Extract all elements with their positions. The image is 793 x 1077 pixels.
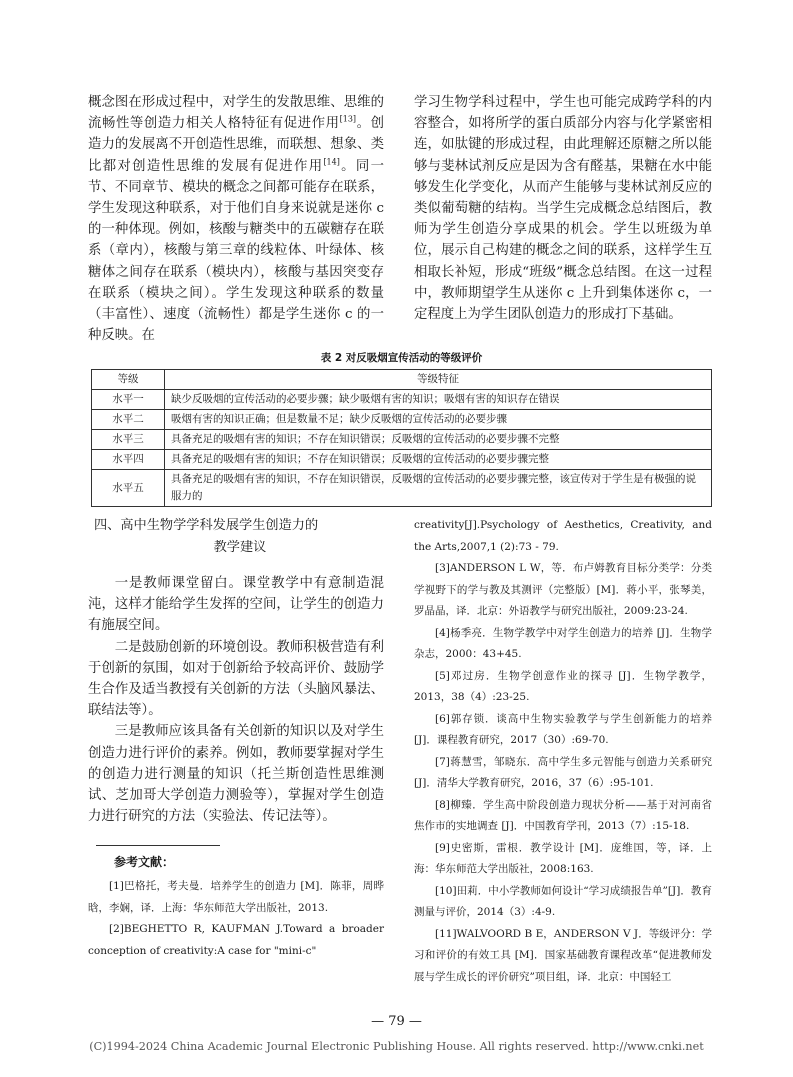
reference-item: [9]史密斯，雷根．教学设计 [M]．庞维国，等，译．上海：华东师范大学出版社，2008:163. [414, 841, 712, 875]
page-number: — 79 — [371, 1014, 422, 1029]
section-title-line2: 教学建议 [213, 540, 267, 555]
reference-item-continued: creativity[J].Psychology of Aesthetics, Creativity, and the Arts,2007,1 (2):73 - 79. [414, 519, 712, 553]
section-title: 四、高中生物学学科发展学生创造力的 [94, 518, 319, 533]
body-paragraph: 一是教师课堂留白。课堂教学中有意制造混沌，这样才能给学生发挥的空间，让学生的创造力有施展空间。 [88, 576, 384, 634]
references-title: 参考文献： [114, 855, 175, 870]
feature-cell: 具备充足的吸烟有害的知识；不存在知识错误；反吸烟的宣传活动的必要步骤完整 [165, 450, 712, 470]
table-caption: 表 2 对反吸烟宣传活动的等级评价 [320, 352, 483, 364]
table-row [92, 430, 712, 450]
references-divider [96, 845, 220, 846]
copyright-footer: (C)1994-2024 China Academic Journal Electronic Publishing House. All rights reserved. http://www.cnki.net [89, 1040, 704, 1053]
table-header-level: 等级 [92, 370, 165, 390]
table-header-feature: 等级特征 [165, 370, 712, 390]
citation: [14] [323, 157, 340, 167]
table-row [92, 410, 712, 430]
right-column-bottom [414, 515, 712, 988]
evaluation-table-block [91, 350, 712, 507]
evaluation-table [91, 369, 712, 507]
feature-cell: 具备充足的吸烟有害的知识，不存在知识错误，反吸烟的宣传活动的必要步骤完整，该宣传对于学生是有极强的说服力的 [165, 470, 712, 507]
table-row [92, 450, 712, 470]
reference-item: [4]杨季亮．生物学教学中对学生创造力的培养 [J]．生物学杂志，2000：43+45. [414, 626, 712, 660]
reference-item: [5]邓过房．生物学创意作业的探寻 [J]．生物学教学，2013，38（4）:23-25. [414, 669, 712, 703]
reference-item: [7]蒋慧雪，邹晓东．高中学生多元智能与创造力关系研究 [J]．清华大学教育研究，2016，37（6）:95-101. [414, 755, 712, 789]
reference-item: [8]柳臻．学生高中阶段创造力现状分析——基于对河南省焦作市的实地调查 [J]．中国教育学刊，2013（7）:15-18. [414, 798, 712, 832]
table-row [92, 470, 712, 507]
feature-cell: 缺少反吸烟的宣传活动的必要步骤；缺少吸烟有害的知识；吸烟有害的知识存在错误 [165, 390, 712, 410]
reference-item: [11]WALVOORD B E，ANDERSON V J．等级评分：学习和评价的有效工具 [M]．国家基础教育课程改革“促进教师发展与学生成长的评价研究”项目组，译．北京：中国轻工 [414, 927, 712, 983]
table-row [92, 390, 712, 410]
reference-item: [2]BEGHETTO R, KAUFMAN J.Toward a broader conception of creativity:A case for "mini-c" [88, 923, 384, 957]
body-paragraph: 二是鼓励创新的环境创设。教师积极营造有利于创新的氛围，如对于创新给予较高评价、鼓励学生合作及适当教授有关创新的方法（头脑风暴法、联结法等）。 [88, 639, 384, 719]
reference-item: [6]郭存锁．谈高中生物实验教学与学生创新能力的培养 [J]．课程教育研究，2017（30）:69-70. [414, 712, 712, 746]
reference-item: [1]巴格托，考夫曼．培养学生的创造力 [M]．陈菲，周晔晗，李娴，译．上海：华东师范大学出版社，2013. [88, 880, 384, 914]
left-column-top [88, 92, 384, 346]
body-paragraph: 学习生物学科过程中，学生也可能完成跨学科的内容整合，如将所学的蛋白质部分内容与化学紧密相连，如肽键的形成过程，由此理解还原糖之所以能够与斐林试剂反应是因为含有醛基，果糖在水中能够发生化学变化，从而产生能够与斐林试剂反应的类似葡萄糖的结构。当学生完成概念总结图后，教师为学生创造分享成果的机会。学生以班级为单位，展示自己构建的概念之间的联系，这样学生互相取长补短，形成“班级”概念总结图。在这一过程中，教师期望学生从迷你 c 上升到集体迷你 c，一定程度上为学生团队创造力的形成打下基础。 [414, 95, 712, 323]
body-paragraph: 概念图在形成过程中，对学生的发散思维、思维的流畅性等创造力相关人格特征有促进作用[13]。创造力的发展离不开创造性思维，而联想、想象、类比都对创造性思维的发展有促进作用[14]。同一节、不同章节、模块的概念之间都可能存在联系，学生发现这种联系，对于他们自身来说就是迷你 c 的一种体现。例如，核酸与糖类中的五碳糖存在联系（章内），核酸与第三章的线粒体、叶绿体、核糖体之间存在联系（模块内），核酸与基因突变存在联系（模块之间）。学生发现这种联系的数量（丰富性）、速度（流畅性）都是学生迷你 c 的一种反映。在 [88, 95, 385, 344]
table-header-row [92, 370, 712, 390]
feature-cell: 具备充足的吸烟有害的知识；不存在知识错误；反吸烟的宣传活动的必要步骤不完整 [165, 430, 712, 450]
reference-item: [3]ANDERSON L W，等．布卢姆教育目标分类学：分类学视野下的学与教及其测评（完整版）[M]．蒋小平，张琴美，罗晶晶，译．北京：外语教学与研究出版社，2009:23-24. [414, 562, 712, 617]
level-cell: 水平一 [92, 390, 165, 410]
right-column-top [414, 92, 712, 325]
body-paragraph: 三是教师应该具备有关创新的知识以及对学生创造力进行评价的素养。例如，教师要掌握对学生的创造力进行测量的知识（托兰斯创造性思维测试、芝加哥大学创造力测验等），掌握对学生创造力进行研究的方法（实验法、传记法等）。 [88, 724, 384, 825]
level-cell: 水平四 [92, 450, 165, 470]
reference-item: [10]田莉．中小学教师如何设计“学习成绩报告单”[J]．教育测量与评价，2014（3）:4-9. [414, 884, 712, 918]
left-column-bottom [88, 515, 384, 962]
citation: [13] [339, 114, 357, 124]
level-cell: 水平五 [92, 470, 165, 507]
level-cell: 水平三 [92, 430, 165, 450]
level-cell: 水平二 [92, 410, 165, 430]
feature-cell: 吸烟有害的知识正确；但是数量不足；缺少反吸烟的宣传活动的必要步骤 [165, 410, 712, 430]
